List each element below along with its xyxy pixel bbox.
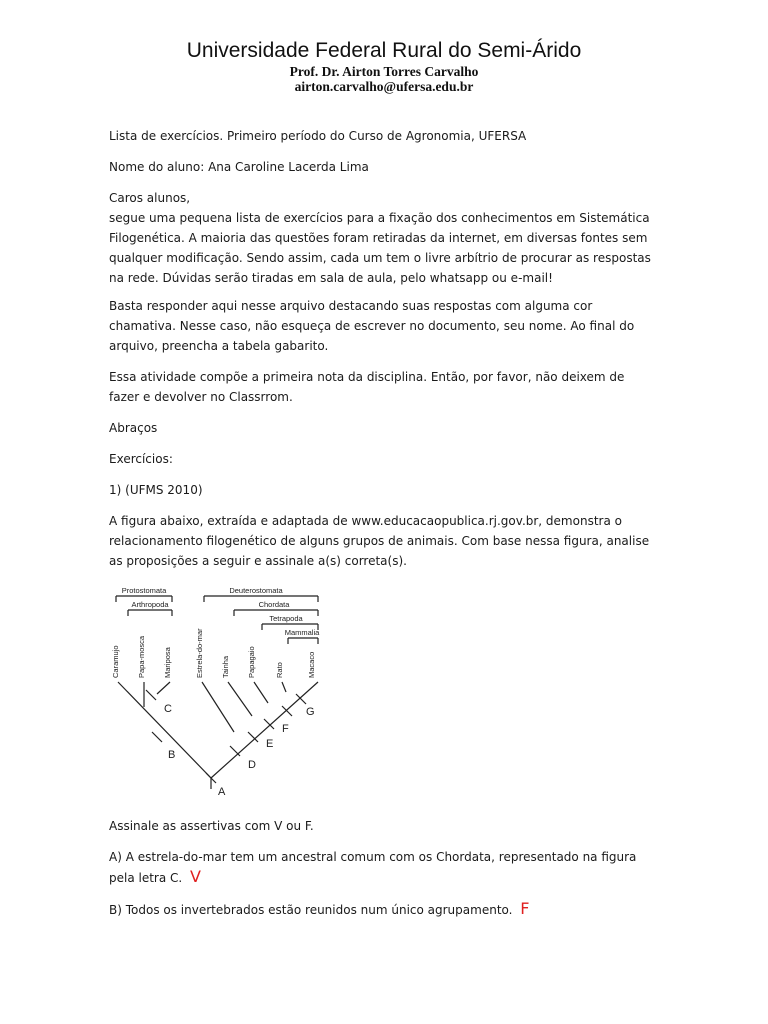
intro-text: segue uma pequena lista de exercícios para a fixação dos conhecimentos em Sistemática Filogenética. A maioria das questões foram retiradas da internet, em diversas fontes sem qualquer modificação. Sendo assim, cada um tem o livre arbítrio de procurar as respostas na rede. Dúvidas serão tiradas em sala de aula, pelo whatsapp ou e-mail!	[109, 211, 651, 285]
question-number: 1) (UFMS 2010)	[109, 483, 203, 497]
taxon-label: Macaco	[307, 651, 316, 678]
node-label: E	[266, 738, 274, 750]
taxon-label: Caramujo	[111, 645, 120, 678]
item-b-answer: F	[520, 899, 530, 918]
node-label: B	[168, 749, 176, 761]
taxon-label: Rato	[275, 662, 284, 678]
node-tick	[152, 732, 162, 742]
node-label: F	[282, 723, 289, 735]
node-tick	[282, 706, 292, 716]
tree-branch	[202, 682, 234, 732]
greeting: Caros alunos,	[109, 191, 191, 205]
tree-branch	[282, 682, 286, 692]
list-title: Lista de exercícios. Primeiro período do Curso de Agronomia, UFERSA	[109, 129, 527, 143]
node-tick	[296, 694, 306, 704]
taxon-label: Papa-mosca	[137, 635, 146, 678]
node-tick	[230, 746, 240, 756]
item-a-answer: V	[190, 867, 201, 886]
exercises-heading: Exercícios:	[109, 452, 173, 466]
taxon-label: Estrela-do-mar	[195, 628, 204, 678]
document-header	[0, 38, 768, 94]
professor-email: airton.carvalho@ufersa.edu.br	[294, 79, 474, 94]
node-label: G	[306, 706, 315, 718]
item-a	[109, 847, 654, 888]
tree-branch	[211, 682, 318, 778]
node-tick	[146, 690, 156, 700]
node-label: C	[164, 703, 172, 715]
taxon-label: Tainha	[221, 655, 230, 678]
node-label: D	[248, 759, 256, 771]
node-tick	[264, 719, 274, 729]
taxon-label: Papagaio	[247, 646, 256, 678]
question-instruction: Assinale as assertivas com V ou F.	[109, 819, 314, 833]
professor-name: Prof. Dr. Airton Torres Carvalho	[289, 64, 479, 79]
tree-branch	[118, 682, 211, 778]
tree-branch	[157, 682, 170, 694]
tree-branch	[254, 682, 268, 703]
taxon-label: Mariposa	[163, 647, 172, 678]
cladogram-figure	[106, 582, 346, 802]
group-label: Tetrapoda	[269, 614, 303, 623]
cladogram	[106, 582, 346, 802]
item-b	[109, 899, 654, 920]
group-label: Arthropoda	[131, 600, 169, 609]
group-label: Protostomata	[121, 586, 167, 595]
closing: Abraços	[109, 421, 158, 435]
item-b-text: B) Todos os invertebrados estão reunidos num único agrupamento.	[109, 903, 513, 917]
grade-paragraph: Essa atividade compõe a primeira nota da disciplina. Então, por favor, não deixem de fazer e devolver no Classrrom.	[109, 370, 625, 404]
group-label: Chordata	[258, 600, 290, 609]
question-statement: A figura abaixo, extraída e adaptada de www.educacaopublica.rj.gov.br, demonstra o relacionamento filogenético de alguns grupos de animais. Com base nessa figura, analise as proposições a seguir e assinale a(s) correta(s).	[109, 514, 650, 568]
intro-paragraph	[109, 188, 654, 288]
university-name: Universidade Federal Rural do Semi-Árido	[186, 39, 582, 62]
document-body	[109, 126, 654, 931]
node-label: A	[218, 786, 226, 798]
tree-branch	[228, 682, 252, 716]
student-name: Nome do aluno: Ana Caroline Lacerda Lima	[109, 160, 369, 174]
instructions-paragraph: Basta responder aqui nesse arquivo destacando suas respostas com alguma cor chamativa. Nesse caso, não esqueça de escrever no documento, seu nome. Ao final do arquivo, preencha a tabela gabarito.	[109, 299, 635, 353]
group-label: Deuterostomata	[229, 586, 283, 595]
item-a-text: A) A estrela-do-mar tem um ancestral comum com os Chordata, representado na figura pela letra C.	[109, 850, 637, 885]
group-label: Mammalia	[284, 628, 320, 637]
